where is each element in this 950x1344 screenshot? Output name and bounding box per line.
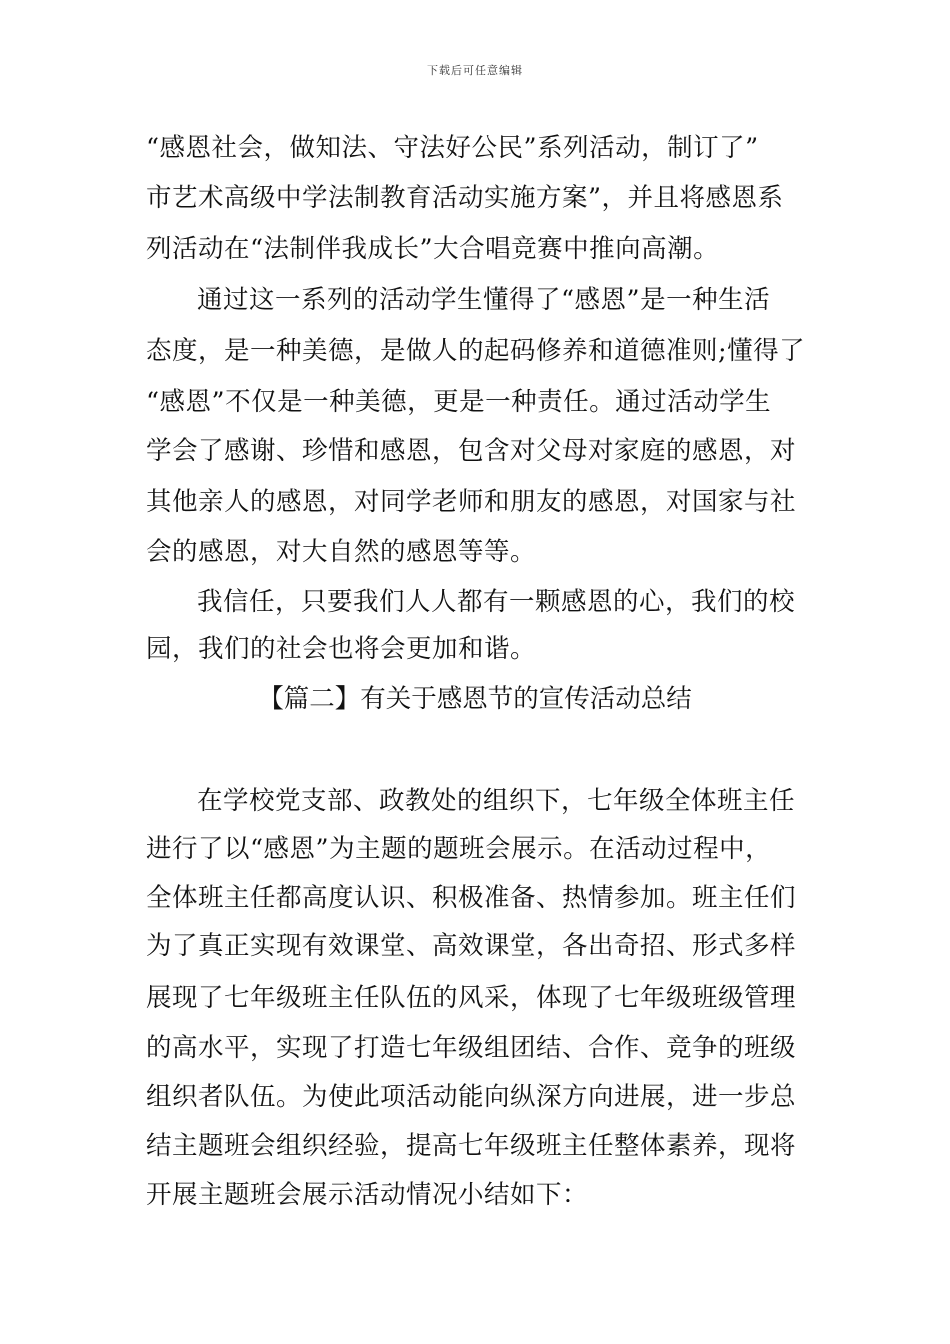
text-line: 我信任，只要我们人人都有一颗感恩的心，我们的校: [197, 587, 796, 617]
text-line: “感恩社会，做知法、守法好公民”系列活动，制订了”: [146, 133, 759, 163]
text-line: 市艺术高级中学法制教育活动实施方案”，并且将感恩系: [146, 183, 784, 213]
text-line: 展现了七年级班主任队伍的风采，体现了七年级班级管理: [146, 983, 797, 1013]
section-heading: 【篇二】有关于感恩节的宣传活动总结: [258, 684, 692, 714]
text-line: 在学校党支部、政教处的组织下，七年级全体班主任: [197, 786, 796, 816]
text-line: 为了真正实现有效课堂、高效课堂，各出奇招、形式多样: [146, 931, 797, 961]
text-line: “感恩”不仅是一种美德，更是一种责任。通过活动学生: [146, 387, 772, 417]
text-line: 进行了以“感恩”为主题的题班会展示。在活动过程中，: [146, 834, 772, 864]
text-line: 全体班主任都高度认识、积极准备、热情参加。班主任们: [146, 883, 797, 913]
text-line: 园，我们的社会也将会更加和谐。: [146, 634, 537, 664]
text-line: 学会了感谢、珍惜和感恩，包含对父母对家庭的感恩，对: [146, 436, 797, 466]
text-line: 的高水平，实现了打造七年级组团结、合作、竞争的班级: [146, 1033, 797, 1063]
text-line: 组织者队伍。为使此项活动能向纵深方向进展，进一步总: [146, 1082, 797, 1112]
page-header: 下载后可任意编辑: [427, 64, 523, 77]
text-line: 结主题班会组织经验，提高七年级班主任整体素养，现将: [146, 1131, 797, 1161]
text-line: 会的感恩，对大自然的感恩等等。: [146, 537, 537, 567]
text-line: 通过这一系列的活动学生懂得了“感恩”是一种生活: [197, 285, 771, 315]
text-line: 开展主题班会展示活动情况小结如下：: [146, 1180, 589, 1210]
text-line: 态度，是一种美德，是做人的起码修养和道德准则;懂得了: [146, 336, 806, 366]
text-line: 其他亲人的感恩，对同学老师和朋友的感恩，对国家与社: [146, 487, 797, 517]
text-line: 列活动在“法制伴我成长”大合唱竞赛中推向高潮。: [146, 234, 720, 264]
